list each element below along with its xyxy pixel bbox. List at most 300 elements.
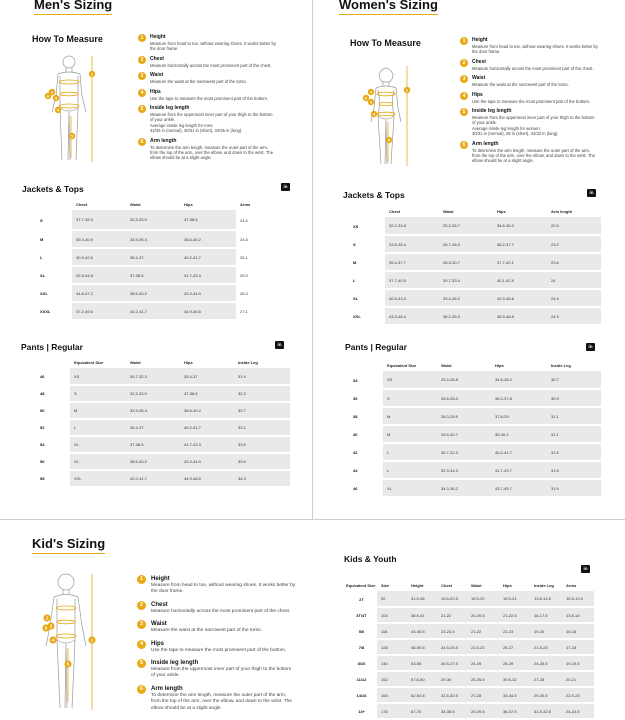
table-cell: 37-38.6 (126, 436, 180, 453)
row-label: XS (353, 223, 359, 229)
table-cell: 34.3-36.2 (437, 479, 491, 497)
table-row (346, 671, 594, 687)
table-cell: 32.2-33.8 (385, 217, 439, 235)
row-label: 5/6 (358, 628, 365, 634)
table-cell: 23.6 (547, 253, 601, 271)
table-cell: 33-34.5 (499, 687, 530, 703)
table-cell: 35.4-37 (126, 419, 180, 436)
table-cell: 40.2-41.7 (491, 443, 547, 461)
table-cell: 37-38.6 (180, 210, 236, 230)
table-header: Chest (441, 582, 453, 588)
table-row (353, 479, 601, 497)
table-cell: XS (383, 371, 437, 389)
step-number: 3 (138, 72, 146, 80)
table-cell: 22.5-23 (467, 639, 499, 655)
table-header: Hips (495, 362, 504, 368)
table-cell: 34.3 (234, 470, 290, 487)
table-cell: 43.3-44.9 (180, 284, 236, 302)
table-cell: 53-55 (407, 655, 437, 671)
row-label: 56 (40, 459, 45, 464)
svg-text:5: 5 (70, 133, 74, 139)
row-label: S (40, 217, 43, 223)
table-cell: 27-28 (530, 671, 562, 687)
table-cell: 21-22.5 (499, 607, 530, 623)
row-label: 36 (353, 395, 358, 401)
table-cell: 38.6-40.2 (126, 284, 180, 302)
table-cell: 32.7 (234, 402, 290, 419)
table-header: Waist (471, 582, 482, 588)
womens-step-hips (460, 92, 622, 104)
table-row (353, 443, 601, 461)
table-cell: 37-38.6 (126, 266, 180, 284)
table-cell: 40.2-41.7 (180, 248, 236, 266)
mens-how-to-measure: How To Measure (32, 34, 103, 44)
table-cell: 10.5-12.5 (562, 591, 594, 607)
step-number: 5 (138, 105, 146, 113)
table-cell: M (383, 407, 437, 425)
table-cell: 15-16 (562, 623, 594, 639)
table-cell: 104 (377, 607, 407, 623)
step-title: Waist (151, 621, 167, 628)
table-cell: 24-25.5 (530, 655, 562, 671)
table-cell: 21.5-23 (530, 639, 562, 655)
table-cell: 36.2-37.7 (493, 235, 547, 253)
step-number: 5 (460, 108, 468, 116)
step-number: 5 (137, 659, 146, 668)
table-header-row (40, 198, 292, 210)
table-row (346, 655, 594, 671)
table-cell: 25.1 (240, 254, 248, 260)
table-cell: 31.5 (547, 443, 601, 461)
table-row (353, 407, 601, 425)
step-desc: Measure horizontally across the most prominent part of the chest. (150, 62, 272, 68)
mens-measure-steps (138, 34, 308, 165)
table-row (346, 687, 594, 703)
step-number: 2 (138, 56, 146, 64)
table-cell: 31.5-32.5 (530, 703, 562, 719)
table-cell: 13.5-14.5 (530, 591, 562, 607)
table-row (353, 425, 601, 443)
womens-measure-steps (460, 37, 622, 168)
svg-text:6: 6 (364, 95, 368, 101)
table-cell: 22.5-23 (562, 687, 594, 703)
svg-text:1: 1 (90, 71, 94, 77)
svg-text:2: 2 (369, 89, 373, 95)
table-cell: 26.3 (240, 290, 248, 296)
table-cell: 43.3-44.9 (180, 453, 234, 470)
table-cell: 38.5-41 (407, 607, 437, 623)
table-cell: 24-24.5 (562, 703, 594, 719)
mens-pants-unit-badge[interactable]: in (275, 341, 284, 349)
mens-step-height (138, 34, 308, 52)
mens-title: Men's Sizing (34, 0, 112, 12)
table-header: Arms (566, 582, 577, 588)
row-label: 2T (359, 596, 364, 602)
table-row (353, 461, 601, 479)
table-cell: 33.8-35.4 (385, 235, 439, 253)
table-header: Hips (184, 359, 193, 365)
table-cell: 30.7 (547, 371, 601, 389)
table-cell: M (383, 425, 437, 443)
table-row (40, 470, 290, 487)
step-title: Arm length (150, 137, 177, 144)
row-label: 3T/4T (356, 612, 367, 618)
step-title: Inside leg length (151, 660, 199, 667)
table-header: Height (411, 582, 424, 588)
step-number: 4 (460, 92, 468, 100)
table-cell: 24.5-25.5 (437, 639, 467, 655)
step-desc: Measure horizontally across the most prominent part of the chest. (472, 65, 594, 71)
table-cell: 26-27 (499, 639, 530, 655)
step-title: Chest (151, 601, 168, 608)
table-cell: XS (70, 368, 126, 385)
table-cell: 20-20.5 (467, 607, 499, 623)
table-row (40, 210, 292, 230)
mens-pants-title: Pants | Regular (21, 342, 83, 352)
table-cell: S (70, 385, 126, 402)
table-cell: 24 (547, 271, 601, 289)
table-cell: 37.7-40.1 (493, 253, 547, 271)
table-cell: 25.9 (240, 272, 248, 278)
kids-body-figure (38, 570, 102, 712)
table-cell: 34.6-36.2 (491, 371, 547, 389)
table-cell: 40.9-42.5 (72, 248, 126, 266)
table-cell: 37.8-29 (491, 407, 547, 425)
step-number: 6 (137, 685, 146, 694)
table-cell: S (383, 389, 437, 407)
table-cell: 29-30 (437, 671, 467, 687)
womens-step-chest (460, 59, 622, 71)
table-cell: 28.3-29.5 (437, 407, 491, 425)
womens-pants-unit-badge[interactable]: in (586, 343, 595, 351)
svg-text:1: 1 (90, 637, 94, 643)
row-label: 11/12 (356, 676, 367, 682)
womens-step-arm-length (460, 141, 622, 164)
row-label: 14+ (358, 708, 365, 714)
table-cell: 35.4-37 (180, 368, 234, 385)
table-cell: XL (70, 436, 126, 453)
table-cell: 32.3-34.3 (437, 461, 491, 479)
table-row (40, 402, 290, 419)
table-cell: 34-35.5 (437, 703, 467, 719)
step-desc: To determine the arm length, measure the outer part of the arm, from the top of the arm, over the elbow, and down to the wrist. The elbow should be at a slight angle. (150, 144, 274, 161)
step-desc: Measure from head to toe, without wearing shoes. It works better by the door frame. (472, 44, 598, 55)
table-row (346, 623, 594, 639)
table-cell: 26.7-28.3 (439, 235, 493, 253)
mens-step-chest (138, 56, 308, 68)
table-cell: 33.5 (234, 436, 290, 453)
table-cell: 32.3 (234, 385, 290, 402)
table-cell: 31.5-32.5 (437, 687, 467, 703)
step-desc: Measure the waist at the narrowest part of the torso. (151, 628, 262, 634)
row-label: 46 (353, 485, 358, 491)
step-title: Inside leg length (150, 105, 190, 112)
table-row (353, 307, 601, 325)
womens-jackets-unit-badge[interactable]: in (587, 189, 596, 197)
table-cell: 19.5-21 (499, 591, 530, 607)
table-row (40, 284, 292, 302)
table-cell: 23.2 (547, 235, 601, 253)
table-header (353, 359, 383, 371)
table-cell: 57.5-60 (407, 671, 437, 687)
table-row (353, 235, 601, 253)
step-title: Waist (472, 75, 486, 82)
row-label: S (353, 241, 356, 247)
step-title: Height (472, 37, 488, 43)
table-cell: 32.3-33.9 (126, 385, 180, 402)
step-number: 4 (138, 89, 146, 97)
row-label: 54 (40, 442, 45, 447)
table-cell: 37-38.6 (180, 385, 234, 402)
womens-body-figure (359, 62, 419, 168)
row-label: L (353, 277, 356, 283)
table-cell: 24-25 (467, 655, 499, 671)
womens-step-waist (460, 75, 622, 87)
table-header: Waist (443, 208, 454, 214)
row-label: XL (40, 272, 46, 278)
kids-step-inside-leg (137, 659, 307, 680)
table-cell: 30.7-33.4 (439, 271, 493, 289)
table-cell: 40.2-41.7 (126, 470, 180, 487)
womens-step-height (460, 37, 622, 55)
svg-text:1: 1 (405, 87, 409, 93)
table-cell: 47.2-49.6 (72, 302, 126, 320)
step-number: 2 (137, 601, 146, 610)
step-title: Arm length (472, 140, 499, 147)
table-cell: 116 (377, 623, 407, 639)
mens-sizing-panel (0, 0, 312, 519)
table-cell: 33.9 (234, 453, 290, 470)
step-title: Height (151, 576, 170, 582)
table-header: Chest (389, 208, 401, 214)
table-row (40, 230, 292, 248)
table-cell: 22.8 (547, 217, 601, 235)
table-row (353, 389, 601, 407)
table-cell: 30.5-32 (499, 671, 530, 687)
womens-pants-title: Pants | Regular (345, 342, 407, 352)
step-number: 1 (138, 34, 146, 42)
table-cell: XXL (70, 470, 126, 487)
table-header: Waist (130, 359, 141, 365)
mens-jackets-unit-badge[interactable]: in (281, 183, 290, 191)
table-header: Arms (240, 201, 251, 207)
table-row (40, 302, 292, 320)
table-header: Inside Leg (238, 359, 258, 365)
table-row (353, 289, 601, 307)
step-title: Hips (150, 88, 161, 95)
table-cell: L (70, 419, 126, 436)
table-cell: 35.4-37 (126, 248, 180, 266)
table-header: Size (381, 582, 390, 588)
step-desc: Measure horizontally across the most prominent part of the chest. (151, 608, 291, 614)
row-label: 40 (353, 431, 358, 437)
table-cell: 33.9-35.4 (126, 402, 180, 419)
table-cell: 32.3-33.9 (126, 210, 180, 230)
step-title: Height (150, 34, 166, 40)
kids-step-waist (137, 620, 307, 634)
step-title: Chest (150, 55, 164, 62)
table-row (40, 248, 292, 266)
svg-text:6: 6 (44, 625, 48, 631)
row-label: 14/16 (356, 692, 367, 698)
table-cell: 40.1-42.9 (493, 271, 547, 289)
row-label: 50 (40, 408, 45, 413)
table-cell: 39-40.2 (491, 425, 547, 443)
table-header: Hips (497, 208, 506, 214)
table-header: Arm length (551, 208, 573, 214)
table-cell: L (383, 461, 437, 479)
table-cell: 33.1 (234, 419, 290, 436)
table-cell: 19-20 (530, 623, 562, 639)
step-title: Inside leg length (472, 108, 512, 115)
womens-sizing-panel (313, 0, 625, 519)
svg-text:5: 5 (66, 661, 70, 667)
table-cell: 140 (377, 655, 407, 671)
table-header: Equivalent Size (346, 582, 376, 588)
step-desc: Measure from head to toe, without wearing shoes. It works better by the door frame. (150, 41, 276, 52)
table-cell: 26.8-28.3 (437, 389, 491, 407)
table-row (346, 639, 594, 655)
table-cell: 34.6-36.2 (493, 217, 547, 235)
step-title: Hips (472, 91, 483, 98)
table-cell: 44.8-47.2 (72, 284, 126, 302)
table-cell: 21-22 (437, 607, 467, 623)
table-header: Equivalent Size (387, 362, 417, 368)
womens-title: Women's Sizing (339, 0, 438, 12)
womens-jackets-title: Jackets & Tops (343, 190, 405, 200)
step-number: 4 (137, 640, 146, 649)
table-cell: 164 (377, 687, 407, 703)
table-cell: 41.7-43.7 (491, 461, 547, 479)
kids-step-hips (137, 640, 307, 654)
table-row (346, 607, 594, 623)
kids-table-title: Kids & Youth (344, 554, 397, 564)
kids-step-height (137, 575, 307, 596)
table-cell: 28-29 (499, 655, 530, 671)
step-desc: Measure the waist at the narrowest part of the torso. (150, 79, 247, 85)
row-label: XXL (40, 290, 48, 296)
kids-unit-badge[interactable]: in (581, 565, 590, 573)
table-cell: 24.8 (240, 236, 248, 242)
step-number: 6 (460, 141, 468, 149)
kids-title: Kid's Sizing (32, 536, 106, 551)
table-cell: 38.6-40.2 (126, 453, 180, 470)
svg-text:2: 2 (50, 89, 54, 95)
table-cell: 41.7-43.3 (180, 266, 236, 284)
table-cell: 38.6-40.2 (180, 230, 236, 248)
table-cell: 38.6-40.2 (180, 402, 234, 419)
womens-jackets-table (353, 205, 601, 326)
table-header: Waist (130, 201, 141, 207)
table-cell: 43.3-46.4 (385, 307, 439, 325)
step-title: Hips (151, 640, 165, 647)
table-cell: 31.5-36 (407, 591, 437, 607)
step-desc: Use the tape to measure the most prominent part of the bottom. (150, 95, 269, 101)
step-number: 2 (460, 59, 468, 67)
row-label: 52 (40, 425, 45, 430)
table-header: Inside Leg (534, 582, 554, 588)
table-cell: 33.4-36.2 (439, 289, 493, 307)
table-cell: 39.3-40.9 (72, 230, 126, 248)
table-cell: 36-37.5 (499, 703, 530, 719)
table-cell: 27.1 (240, 308, 248, 314)
table-cell: 26.5-27.5 (437, 655, 467, 671)
table-row (353, 271, 601, 289)
table-row (346, 591, 594, 607)
step-number: 1 (137, 575, 146, 584)
table-cell: 31.9 (547, 479, 601, 497)
row-label: XL (353, 295, 359, 301)
mens-body-figure (42, 52, 104, 166)
row-label: M (40, 236, 44, 242)
table-cell: 40.5-43.3 (385, 289, 439, 307)
step-desc: Measure the waist at the narrowest part of the torso. (472, 82, 569, 88)
mens-jackets-title: Jackets & Tops (22, 184, 84, 194)
svg-text:6: 6 (46, 93, 50, 99)
kids-step-chest (137, 601, 307, 615)
table-header: Chest (76, 201, 88, 207)
table-cell: 30.9 (547, 389, 601, 407)
kids-measure-steps (137, 575, 307, 717)
table-row (353, 371, 601, 389)
kids-youth-table (346, 579, 594, 720)
table-cell: 17-18 (562, 639, 594, 655)
row-label: 42 (353, 449, 358, 455)
table-header (40, 198, 72, 210)
table-cell: 33.9-35.4 (126, 230, 180, 248)
table-header-row (353, 205, 601, 217)
row-label: 46 (40, 374, 45, 379)
table-cell: 37.7-39.3 (72, 210, 126, 230)
row-label: 58 (40, 476, 45, 481)
row-label: XXXL (40, 308, 51, 314)
step-desc: Measure from head to toe, without wearing shoes. It works better by the door frame. (151, 583, 296, 595)
table-cell: 40.2-41.7 (126, 302, 180, 320)
table-cell: 35.4-37.7 (385, 253, 439, 271)
table-cell: 176 (377, 703, 407, 719)
table-cell: 24.4 (240, 217, 248, 223)
womens-how-to-measure: How To Measure (350, 38, 421, 48)
step-desc: Use the tape to measure the most prominent part of the bottom. (472, 98, 591, 104)
table-cell: 25-25.5 (467, 671, 499, 687)
table-row (40, 436, 290, 453)
table-cell: 36.2-39.3 (439, 307, 493, 325)
step-desc: Measure from the uppermost inner part of your thigh to the bottom of your ankle. Average inside leg length for women: 30/31 in (normal), 29 in (short), 32/33 in (long). (472, 115, 595, 137)
table-row (40, 266, 292, 284)
table-row (353, 217, 601, 235)
table-cell: 44.9-46.5 (180, 302, 236, 320)
table-header (353, 205, 385, 217)
step-number: 3 (460, 75, 468, 83)
mens-step-waist (138, 72, 308, 84)
svg-text:4: 4 (372, 111, 376, 117)
mens-step-inside-leg (138, 105, 308, 134)
svg-text:3: 3 (54, 95, 58, 101)
table-header (40, 356, 70, 368)
row-label: 48 (40, 391, 45, 396)
table-cell: 21-22 (467, 623, 499, 639)
womens-pants-table (353, 359, 601, 498)
table-cell: 30.7-32.3 (126, 368, 180, 385)
step-number: 6 (138, 138, 146, 146)
table-cell: 19.5-20 (467, 591, 499, 607)
svg-text:4: 4 (56, 107, 60, 113)
step-title: Waist (150, 72, 164, 79)
table-cell: 92 (377, 591, 407, 607)
row-label: 38 (353, 413, 358, 419)
table-cell: 41.7-43.3 (180, 436, 234, 453)
table-cell: 19.5-20.5 (437, 591, 467, 607)
